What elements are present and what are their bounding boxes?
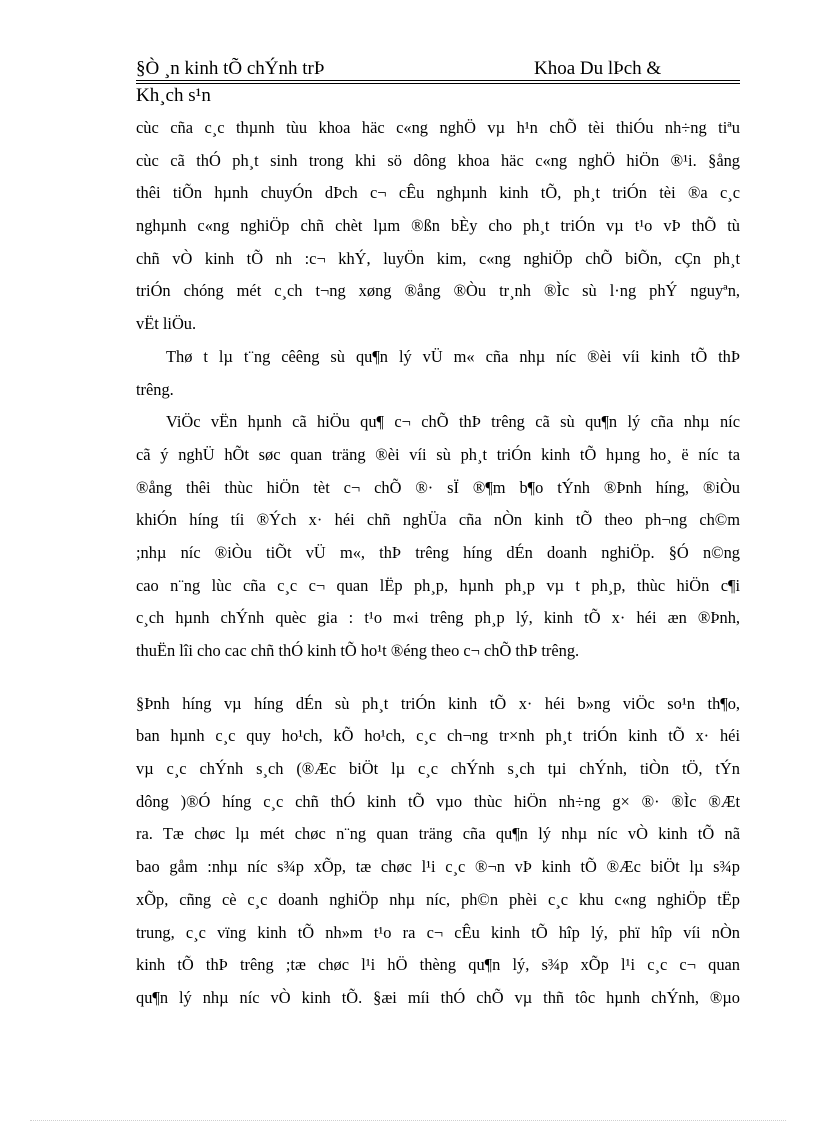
header-faculty-name: Khoa Du lÞch & — [534, 58, 662, 79]
text-line: cao n¨ng lùc cña c¸c c¬ quan lËp ph¸p, hµnh ph¸p vµ t ph¸p, thùc hiÖn c¶i — [136, 575, 740, 595]
text-line: §Þnh híng vµ híng dÉn sù ph¸t triÓn kinh tÕ x· héi b»ng viÖc so¹n th¶o, — [136, 693, 740, 713]
text-line: dông )®Ó híng c¸c chñ thÓ kinh tÕ vµo thùc hiÖn nh÷ng g× ®· ®Ìc ®Æt — [136, 791, 740, 811]
header-rule-bottom — [136, 83, 740, 84]
text-line: ;nhµ níc ®iÒu tiÕt vÜ m«, thÞ trêng híng dÉn doanh nghiÖp. §Ó n©ng — [136, 542, 740, 562]
paragraph-gap — [136, 668, 740, 688]
header-subject-title: §Ò ¸n kinh tÕ chÝnh trÞ — [136, 58, 325, 79]
header-rule-top — [136, 80, 740, 81]
page-bottom-border — [30, 1120, 786, 1121]
text-line: bao gåm :nhµ níc s¾p xÕp, tæ chøc l¹i c¸c ®¬n vÞ kinh tÕ ®Æc biÖt lµ s¾p — [136, 857, 740, 877]
body-text — [136, 112, 740, 1015]
text-line: trung, c¸c vïng kinh tÕ nh»m t¹o ra c¬ cÊu kinh tÕ hîp lý, phï hîp víi nÒn — [136, 922, 740, 942]
text-line: cùc cña c¸c thµnh tùu khoa häc c«ng nghÖ vµ h¹n chÕ tèi thiÓu nh÷ng tiªu — [136, 118, 740, 137]
text-line: trêng. — [136, 379, 174, 399]
header-faculty-name-continuation: Kh¸ch s¹n — [136, 85, 211, 106]
text-line: triÓn chóng mét c¸ch t¬ng xøng ®ång ®Òu tr¸nh ®Ìc sù l·ng phÝ nguyªn, — [136, 281, 740, 301]
text-line: ®ång thêi thùc hiÖn tèt c¬ chÕ ®· sÏ ®¶m b¶o tÝnh ®Þnh híng, ®iÒu — [136, 477, 740, 497]
text-line: c¸ch hµnh chÝnh quèc gia : t¹o m«i trêng ph¸p lý, kinh tÕ x· héi æn ®Þnh, — [136, 608, 740, 628]
text-line: ra. Tæ chøc lµ mét chøc n¨ng quan träng cña qu¶n lý nhµ níc vÒ kinh tÕ nã — [136, 824, 740, 844]
text-line: xÕp, cñng cè c¸c doanh nghiÖp nhµ níc, ph©n phèi c¸c khu c«ng nghiÖp tËp — [136, 889, 740, 909]
text-line: vËt liÖu. — [136, 314, 197, 334]
text-line: Thø t lµ t¨ng cêêng sù qu¶n lý vÜ m« cña nhµ níc ®èi víi kinh tÕ thÞ — [166, 346, 740, 366]
text-line: thuËn lîi cho cac chñ thÓ kinh tÕ ho¹t ®éng theo c¬ chÕ thÞ trêng. — [136, 641, 580, 660]
text-line: qu¶n lý nhµ níc vÒ kinh tÕ. §æi míi thÓ chÕ vµ thñ tôc hµnh chÝnh, ®µo — [136, 987, 740, 1007]
text-line: vµ c¸c chÝnh s¸ch (®Æc biÖt lµ c¸c chÝnh s¸ch tµi chÝnh, tiÒn tÖ, tÝn — [136, 759, 740, 779]
text-line: khiÓn híng tíi ®Ých x· héi chñ nghÜa cña nÒn kinh tÕ theo ph¬ng ch©m — [136, 510, 740, 530]
text-line: nghµnh c«ng nghiÖp chñ chèt lµm ®ßn bÈy cho ph¸t triÓn vµ t¹o vÞ thÕ tù — [136, 216, 740, 236]
text-line: cùc cã thÓ ph¸t sinh trong khi sö dông khoa häc c«ng nghÖ hiÖn ®¹i. §ång — [136, 150, 740, 170]
text-line: ViÖc vËn hµnh cã hiÖu qu¶ c¬ chÕ thÞ trêng cã sù qu¶n lý cña nhµ níc — [166, 412, 740, 432]
text-line: thêi tiÕn hµnh chuyÓn dÞch c¬ cÊu nghµnh kinh tÕ, ph¸t triÓn tèi ®a c¸c — [136, 183, 740, 203]
text-line: cã ý nghÜ hÕt søc quan träng ®èi víi sù ph¸t triÓn kinh tÕ hµng ho¸ ë níc ta — [136, 444, 740, 464]
text-line: kinh tÕ thÞ trêng ;tæ chøc l¹i hÖ thèng qu¶n lý, s¾p xÕp l¹i c¸c c¬ quan — [136, 955, 740, 975]
text-line: chñ vÒ kinh tÕ nh :c¬ khÝ, luyÖn kim, c«ng nghiÖp chÕ biÕn, cÇn ph¸t — [136, 248, 740, 268]
text-line: ban hµnh c¸c quy ho¹ch, kÕ ho¹ch, c¸c ch¬ng tr×nh ph¸t triÓn kinh tÕ x· héi — [136, 726, 740, 746]
